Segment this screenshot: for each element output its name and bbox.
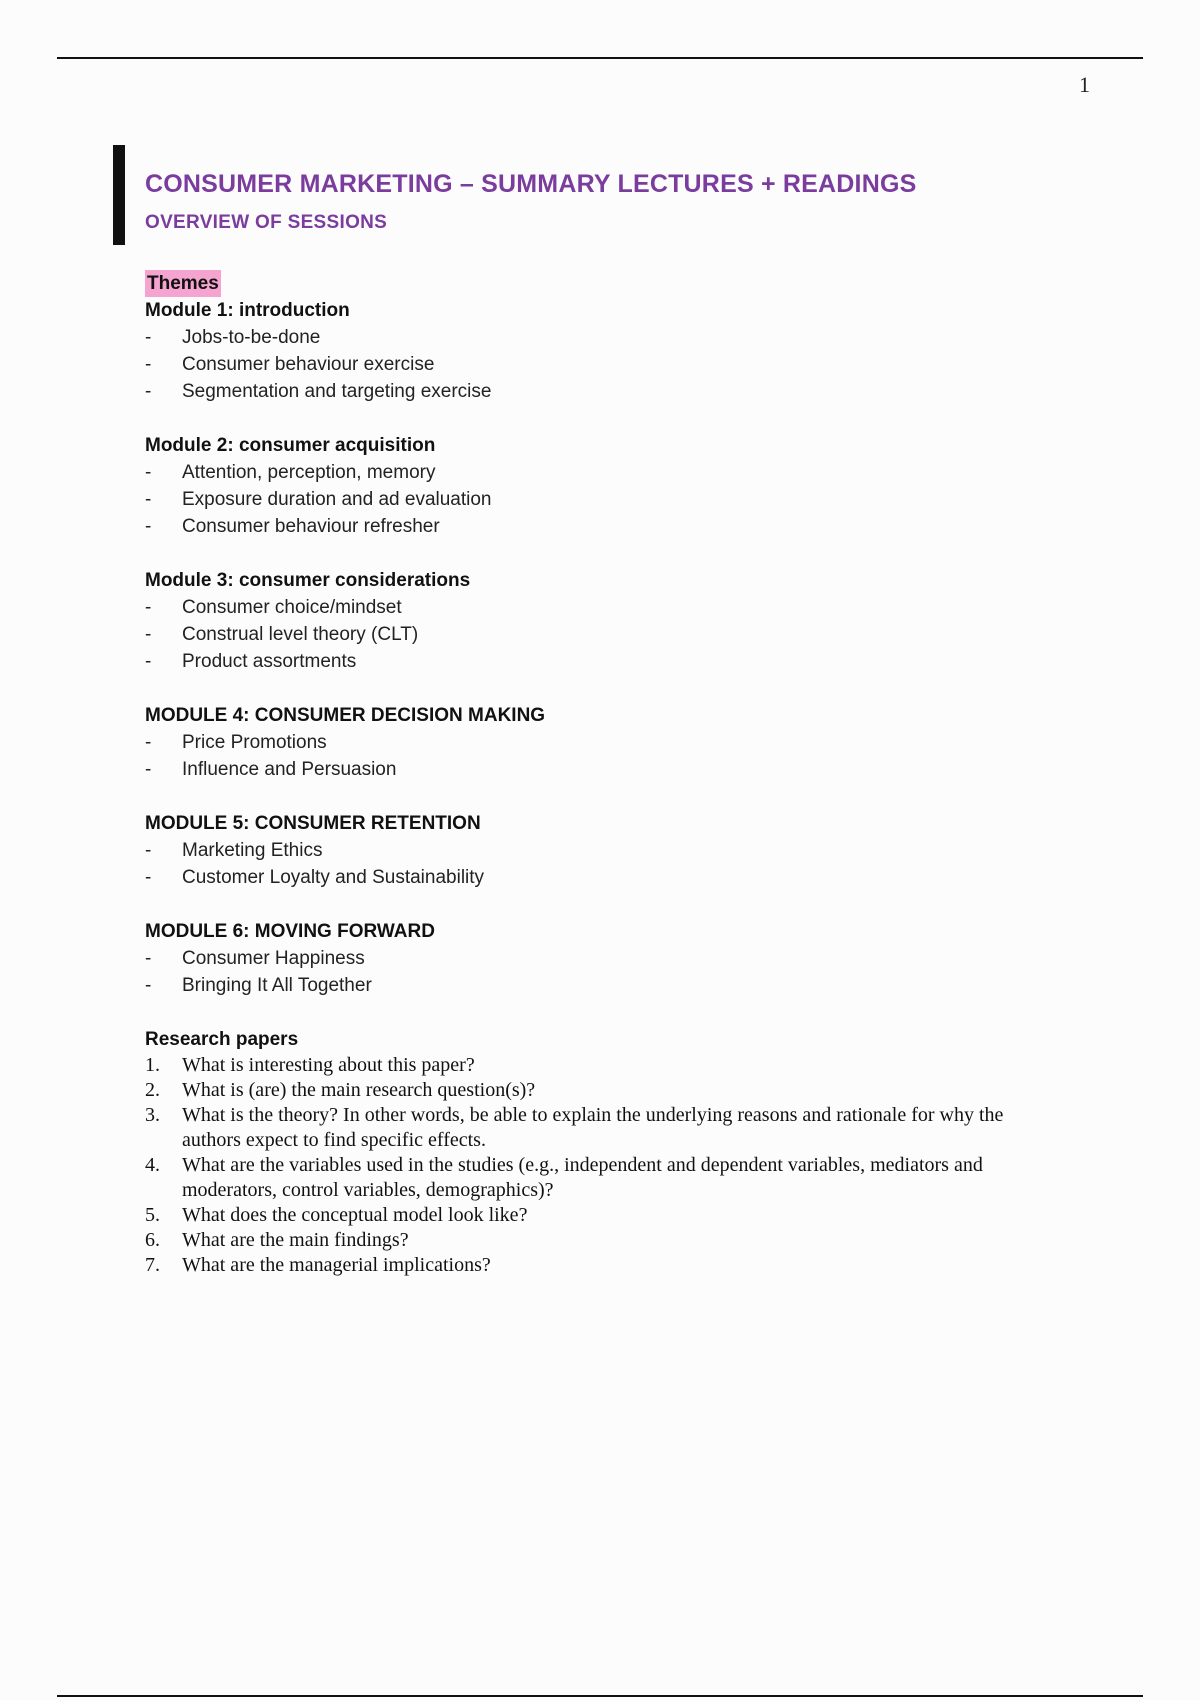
topic-text: Marketing Ethics (182, 840, 323, 861)
topic-text: Consumer behaviour refresher (182, 516, 440, 537)
question-text: What is the theory? In other words, be able to explain the underlying reasons and rationale for why the authors expect to find specific effects. (182, 1104, 1004, 1151)
themes-label: Themes (145, 270, 221, 297)
module-section (145, 432, 1045, 540)
dash-bullet: - (145, 624, 152, 645)
module-section (145, 297, 1045, 405)
topic-text: Exposure duration and ad evaluation (182, 489, 492, 510)
module-title: Module 3: consumer considerations (145, 570, 471, 591)
list-item (145, 378, 1045, 405)
question-text: What is (are) the main research question(s)? (182, 1079, 536, 1101)
topic-text: Consumer choice/mindset (182, 597, 402, 618)
question-number: 4. (145, 1154, 160, 1176)
list-item (145, 1078, 1045, 1103)
topic-text: Customer Loyalty and Sustainability (182, 867, 485, 888)
topic-text: Jobs-to-be-done (182, 327, 321, 348)
module-title: MODULE 5: CONSUMER RETENTION (145, 813, 481, 834)
dash-bullet: - (145, 651, 152, 672)
header-rule (57, 57, 1143, 59)
list-item (145, 351, 1045, 378)
list-item (145, 513, 1045, 540)
list-item (145, 1153, 1045, 1203)
module-section (145, 567, 1045, 675)
list-item (145, 972, 1045, 999)
topic-text: Construal level theory (CLT) (182, 624, 419, 645)
list-item (145, 945, 1045, 972)
dash-bullet: - (145, 516, 152, 537)
list-item (145, 459, 1045, 486)
dash-bullet: - (145, 840, 152, 861)
dash-bullet: - (145, 354, 152, 375)
dash-bullet: - (145, 327, 152, 348)
list-item (145, 1253, 1045, 1278)
topic-text: Influence and Persuasion (182, 759, 397, 780)
module-title: Module 1: introduction (145, 300, 350, 321)
module-topic-list (145, 945, 1045, 999)
research-title: Research papers (145, 1029, 299, 1050)
list-item (145, 1228, 1045, 1253)
list-item (145, 486, 1045, 513)
topic-text: Consumer Happiness (182, 948, 365, 969)
dash-bullet: - (145, 489, 152, 510)
question-text: What are the managerial implications? (182, 1254, 491, 1276)
document-body (145, 270, 1045, 1278)
topic-text: Product assortments (182, 651, 357, 672)
question-number: 6. (145, 1229, 160, 1251)
question-text: What does the conceptual model look like? (182, 1204, 528, 1226)
module-section (145, 702, 1045, 783)
topic-text: Consumer behaviour exercise (182, 354, 435, 375)
module-topic-list (145, 837, 1045, 891)
footer-rule (57, 1695, 1143, 1697)
page-number: 1 (1079, 72, 1090, 97)
list-item (145, 621, 1045, 648)
dash-bullet: - (145, 732, 152, 753)
themes-label-row (145, 270, 1045, 297)
document-title: CONSUMER MARKETING – SUMMARY LECTURES + READINGS (145, 170, 917, 198)
list-item (145, 729, 1045, 756)
topic-text: Attention, perception, memory (182, 462, 436, 483)
list-item (145, 1203, 1045, 1228)
module-title: MODULE 4: CONSUMER DECISION MAKING (145, 705, 546, 726)
document-subtitle: OVERVIEW OF SESSIONS (145, 212, 388, 233)
list-item (145, 594, 1045, 621)
module-topic-list (145, 324, 1045, 405)
module-topic-list (145, 729, 1045, 783)
dash-bullet: - (145, 597, 152, 618)
question-number: 1. (145, 1054, 160, 1076)
module-section (145, 810, 1045, 891)
module-section (145, 918, 1045, 999)
topic-text: Bringing It All Together (182, 975, 372, 996)
question-number: 5. (145, 1204, 160, 1226)
list-item (145, 1053, 1045, 1078)
question-number: 7. (145, 1254, 160, 1276)
dash-bullet: - (145, 381, 152, 402)
topic-text: Price Promotions (182, 732, 327, 753)
module-title: MODULE 6: MOVING FORWARD (145, 921, 435, 942)
dash-bullet: - (145, 948, 152, 969)
question-number: 3. (145, 1104, 160, 1126)
topic-text: Segmentation and targeting exercise (182, 381, 492, 402)
module-topic-list (145, 459, 1045, 540)
module-title: Module 2: consumer acquisition (145, 435, 436, 456)
list-item (145, 648, 1045, 675)
list-item (145, 864, 1045, 891)
dash-bullet: - (145, 975, 152, 996)
list-item (145, 324, 1045, 351)
research-question-list (145, 1053, 1045, 1278)
list-item (145, 1103, 1045, 1153)
module-topic-list (145, 594, 1045, 675)
question-text: What are the main findings? (182, 1229, 409, 1251)
title-accent-bar (113, 145, 125, 245)
question-number: 2. (145, 1079, 160, 1101)
dash-bullet: - (145, 759, 152, 780)
list-item (145, 756, 1045, 783)
dash-bullet: - (145, 867, 152, 888)
research-section (145, 1026, 1045, 1278)
question-text: What are the variables used in the studies (e.g., independent and dependent variables, mediators and moderators, control variables, demographics)? (182, 1154, 983, 1201)
dash-bullet: - (145, 462, 152, 483)
question-text: What is interesting about this paper? (182, 1054, 475, 1076)
list-item (145, 837, 1045, 864)
